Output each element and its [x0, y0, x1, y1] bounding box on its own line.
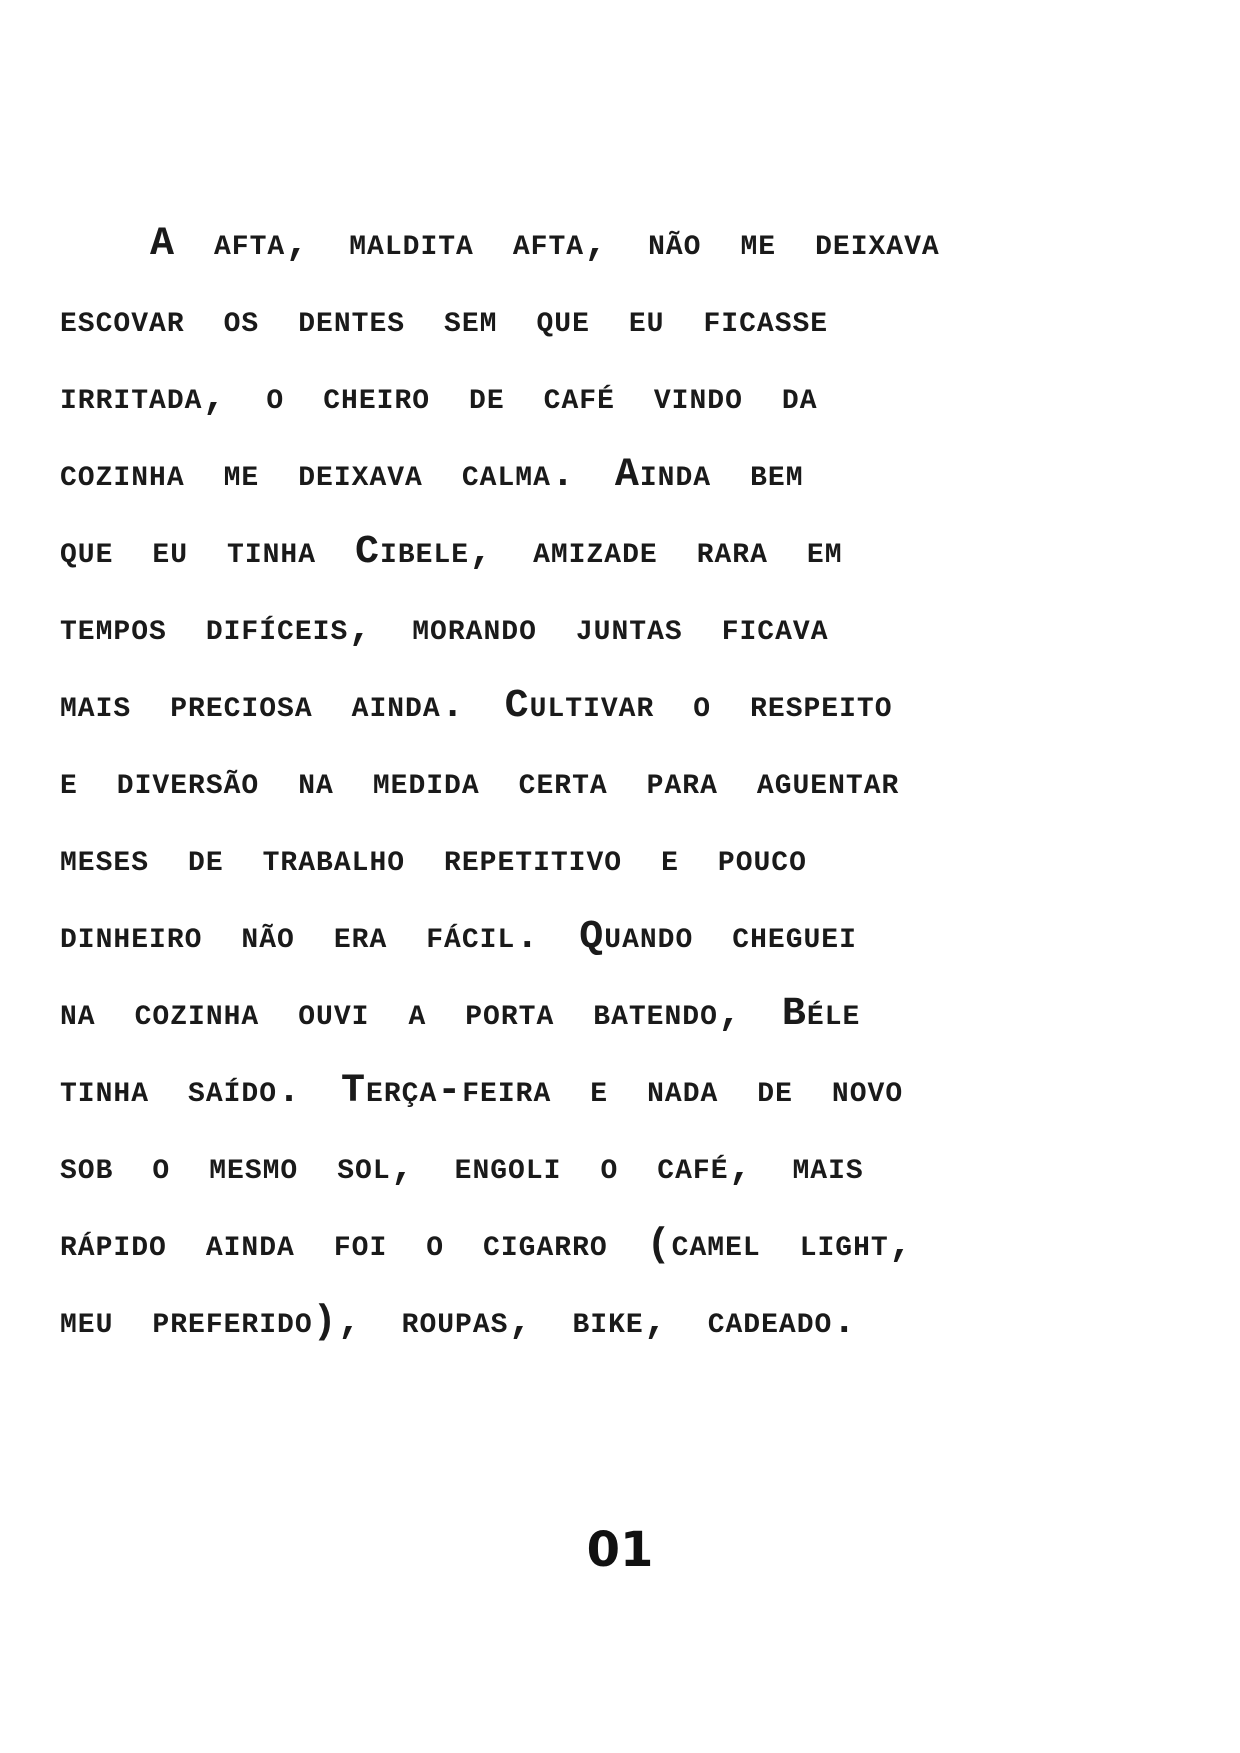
- text-line: escovar os dentes sem que eu ficasse: [60, 299, 829, 344]
- body-text: [60, 206, 1190, 1361]
- text-line: rápido ainda foi o cigarro (camel light,: [60, 1223, 914, 1268]
- text-line: na cozinha ouvi a porta batendo, Béle: [60, 992, 861, 1037]
- text-line: mais preciosa ainda. Cultivar o respeito: [60, 684, 893, 729]
- text-line: e diversão na medida certa para aguentar: [60, 761, 900, 806]
- text-line: sob o mesmo sol, engoli o café, mais: [60, 1146, 864, 1191]
- text-line: que eu tinha Cibele, amizade rara em: [60, 530, 843, 575]
- text-line: irritada, o cheiro de café vindo da: [60, 376, 818, 421]
- text-line: tempos difíceis, morando juntas ficava: [60, 607, 829, 652]
- text-line: A afta, maldita afta, não me deixava: [150, 222, 940, 267]
- text-line: cozinha me deixava calma. Ainda bem: [60, 453, 804, 498]
- text-line: dinheiro não era fácil. Quando cheguei: [60, 915, 857, 960]
- text-line: meu preferido), roupas, bike, cadeado.: [60, 1300, 858, 1345]
- text-line: meses de trabalho repetitivo e pouco: [60, 838, 807, 883]
- text-line: tinha saído. Terça-feira e nada de novo: [60, 1069, 904, 1114]
- page-number: 01: [586, 1522, 654, 1578]
